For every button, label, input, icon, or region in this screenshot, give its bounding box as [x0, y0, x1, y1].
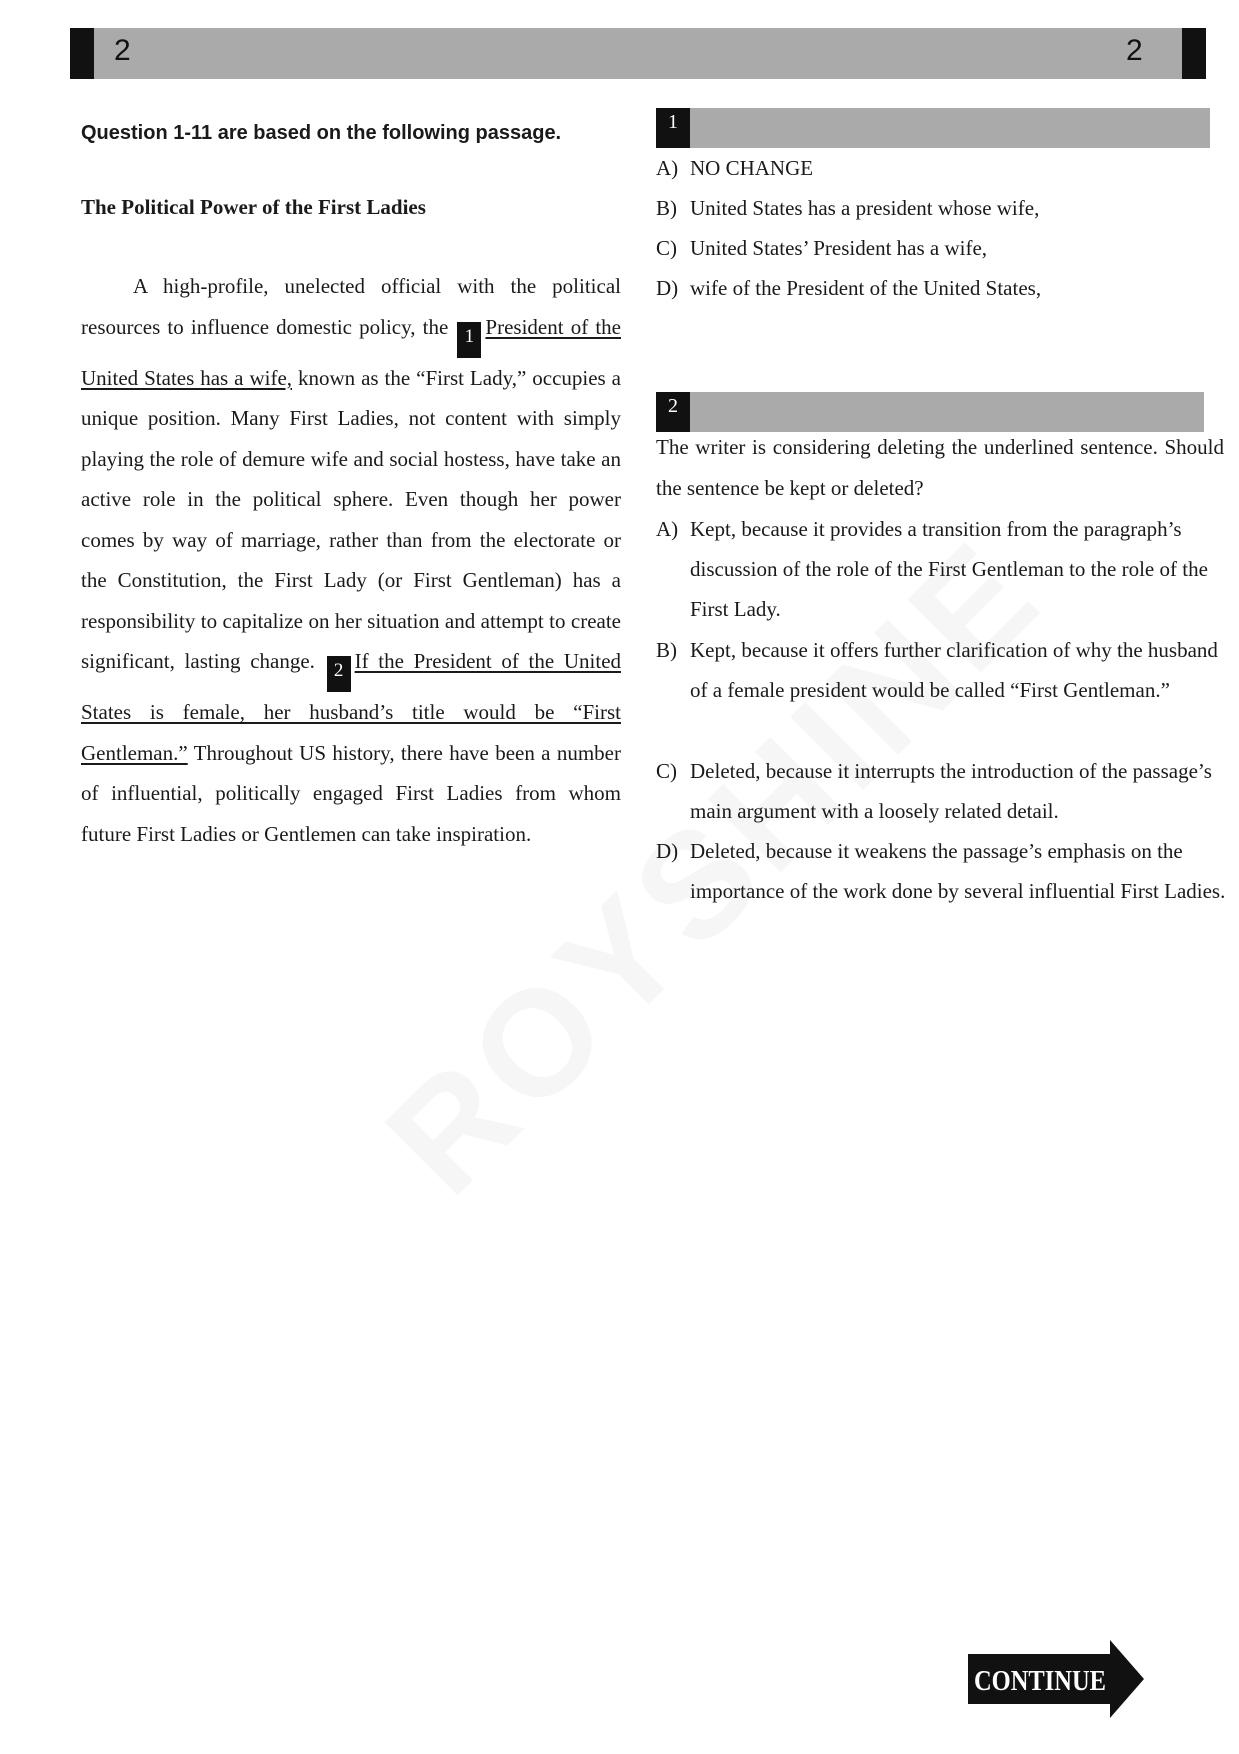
option-text: Deleted, because it interrupts the introduction of the passage’s main argument with a loosely related detail. — [690, 759, 1212, 823]
question-2-option-b[interactable] — [656, 630, 1226, 710]
question-marker-2[interactable]: 2 — [327, 656, 351, 692]
option-text: United States has a president whose wife, — [690, 196, 1040, 220]
section-number-left: 2 — [114, 34, 131, 67]
option-letter: B) — [656, 196, 677, 220]
underlined-portion-1: President of the United States has a wife, — [81, 314, 621, 390]
option-letter: C) — [656, 759, 677, 783]
option-text: NO CHANGE — [690, 156, 814, 180]
option-text: United States’ President has a wife, — [690, 236, 988, 260]
question-1-option-d[interactable] — [656, 268, 1226, 308]
question-2-option-d[interactable] — [656, 831, 1226, 911]
passage-text-part3: Throughout US history, there have been a number of influential, politically engaged First Ladies from whom future First Ladies or Gentlemen can take inspiration. — [81, 740, 621, 846]
header-right-block — [1182, 28, 1206, 79]
question-2-number: 2 — [656, 392, 690, 432]
passage-title: The Political Power of the First Ladies — [81, 195, 426, 219]
passage-text-part1: A high-profile, unelected official with the political resources to influence domestic policy, the — [81, 274, 621, 339]
header-bar — [70, 28, 1206, 79]
question-1-option-b[interactable] — [656, 188, 1226, 228]
passage-text-part2: known as the “First Lady,” occupies a unique position. Many First Ladies, not content with simply playing the role of demure wife and social hostess, have take an active role in the political sphere. Even though her power comes by way of marriage, rather than from the electorate or the Constitution, the First Lady (or First Gentleman) has a responsibility to capitalize on her situation and attempt to create significant, lasting change. — [81, 365, 621, 673]
question-2-stem: The writer is considering deleting the underlined sentence. Should the sentence be kept or deleted? — [656, 435, 1224, 500]
option-text: Kept, because it offers further clarification of why the husband of a female president would be called “First Gentleman.” — [690, 638, 1218, 702]
option-letter: D) — [656, 839, 679, 863]
option-letter: B) — [656, 638, 677, 662]
question-1-header — [656, 108, 1210, 148]
option-letter: C) — [656, 236, 677, 260]
section-number-right: 2 — [1126, 34, 1143, 67]
option-text: Kept, because it provides a transition from the paragraph’s discussion of the role of the First Gentleman to the role of the First Lady. — [690, 517, 1208, 621]
passage-text — [81, 266, 621, 854]
question-1-number: 1 — [656, 108, 690, 148]
option-letter: A) — [656, 156, 679, 180]
question-2-option-c[interactable] — [656, 751, 1226, 831]
option-letter: A) — [656, 517, 679, 541]
question-2-option-a[interactable] — [656, 509, 1226, 629]
header-left-block — [70, 28, 94, 79]
continue-label: CONTINUE — [974, 1666, 1106, 1697]
question-2-header — [656, 392, 1204, 432]
continue-button[interactable] — [968, 1640, 1144, 1718]
option-letter: D) — [656, 276, 679, 300]
option-text: Deleted, because it weakens the passage’s emphasis on the importance of the work done by several influential First Ladies. — [690, 839, 1226, 903]
question-1-option-c[interactable] — [656, 228, 1226, 268]
passage-column — [81, 118, 621, 875]
question-1-option-a[interactable] — [656, 148, 1226, 188]
question-marker-1[interactable]: 1 — [457, 322, 481, 358]
instructions: Question 1-11 are based on the following passage. — [81, 122, 562, 144]
option-text: wife of the President of the United States, — [690, 276, 1042, 300]
underlined-portion-2: If the President of the United States is female, her husband’s title would be “First Gentleman.” — [81, 649, 622, 765]
